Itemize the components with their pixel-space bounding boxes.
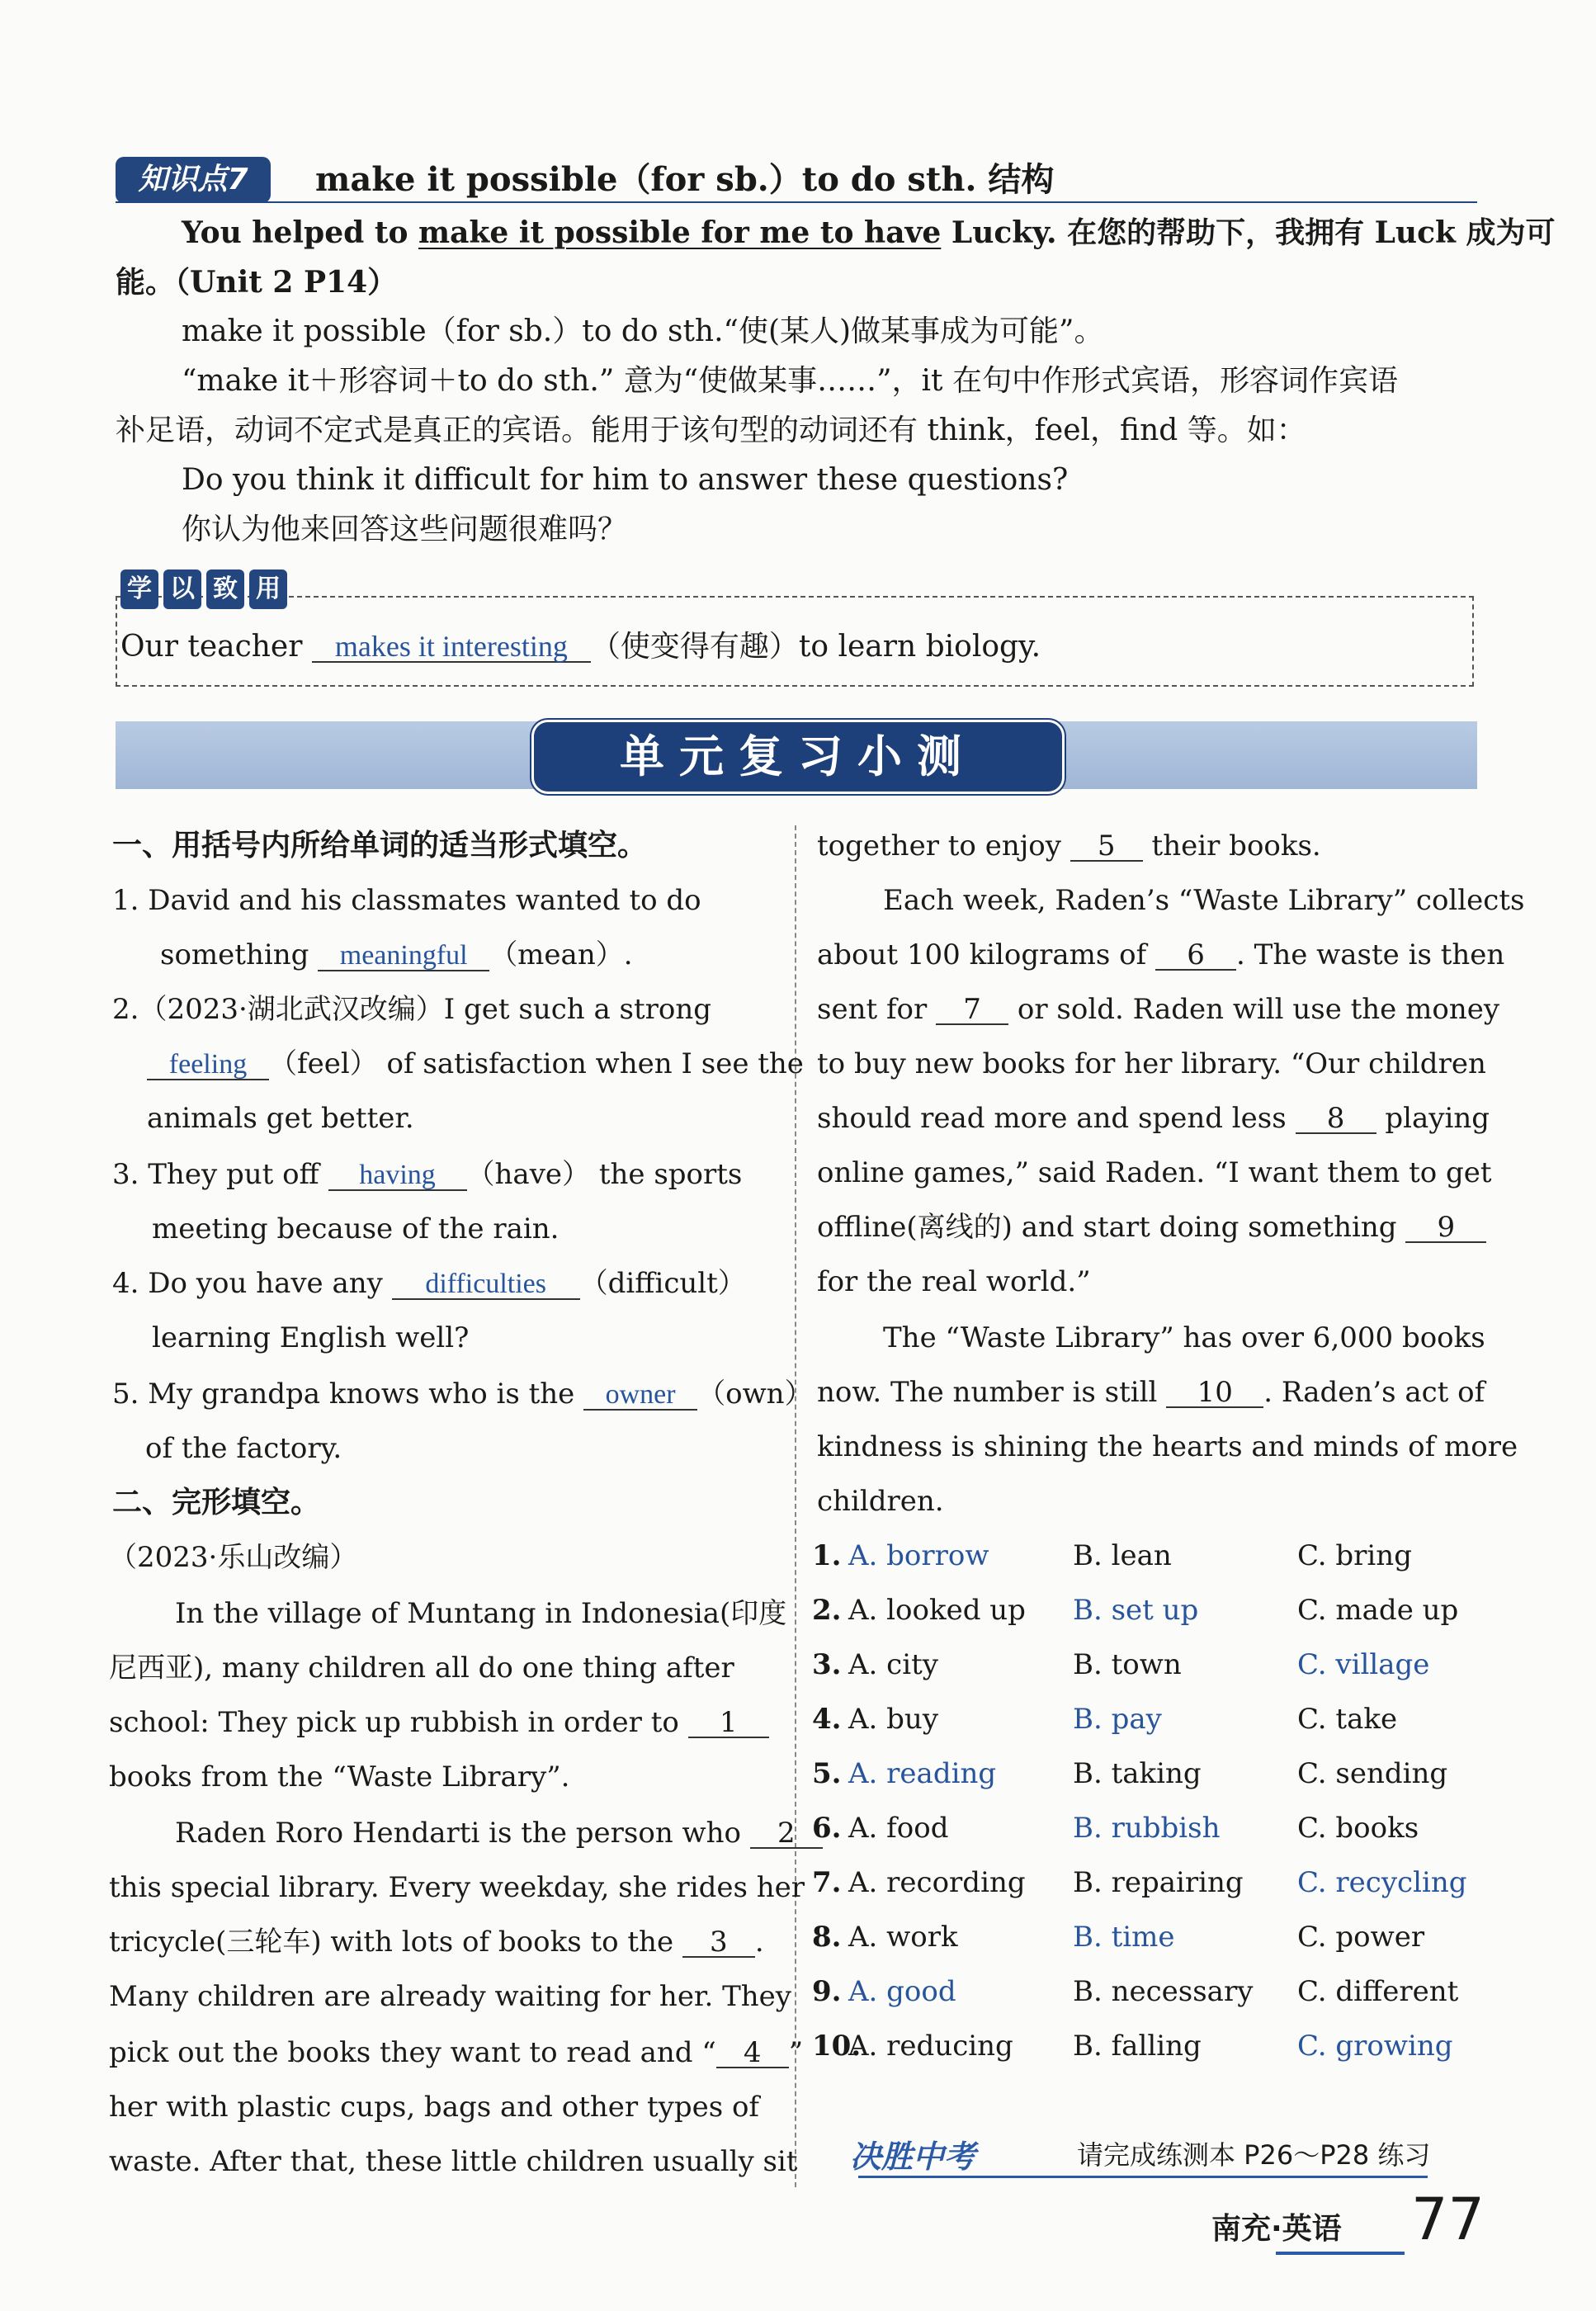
question-5-cont: of the factory. xyxy=(145,1432,342,1465)
option-b: B. falling xyxy=(1073,2030,1202,2063)
option-b: B. set up xyxy=(1073,1594,1199,1627)
page-number: 77 xyxy=(1411,2186,1485,2253)
badge-char: 以 xyxy=(163,569,201,609)
blank-4: 4 xyxy=(716,2039,789,2068)
example-chinese: 你认为他来回答这些问题很难吗？ xyxy=(182,513,628,546)
footer-logo: 决胜中考 xyxy=(850,2139,976,2175)
passage-line: books from the “Waste Library”. xyxy=(109,1760,570,1794)
footer-text: 请完成练测本 P26～P28 练习 xyxy=(1077,2139,1431,2171)
option-number: 9. xyxy=(812,1975,842,2008)
answer-4: difficulties xyxy=(392,1270,580,1300)
option-a: A. food xyxy=(848,1812,949,1845)
option-b: B. town xyxy=(1073,1648,1182,1681)
passage-line: In the village of Muntang in Indonesia(印度 xyxy=(175,1597,787,1630)
question-2-cont: feeling （feel） of satisfaction when I see the xyxy=(147,1043,804,1085)
section2-source: （2023·乐山改编） xyxy=(109,1541,358,1574)
footer-rule xyxy=(858,2176,1428,2178)
option-b: B. repairing xyxy=(1073,1866,1244,1899)
example-source: 能。（Unit 2 P14） xyxy=(116,265,398,300)
option-c: C. power xyxy=(1297,1921,1425,1954)
question-4-cont: learning English well? xyxy=(152,1321,470,1354)
explanation-line: “make it＋形容词＋to do sth.” 意为“使做某事……”，it 在句中作形式宾语，形容词作宾语 xyxy=(182,364,1398,398)
option-c: C. village xyxy=(1297,1648,1430,1681)
passage-line: children. xyxy=(817,1485,944,1518)
example-english: Do you think it difficult for him to answer these questions? xyxy=(182,463,1069,497)
question-1: 1. David and his classmates wanted to do xyxy=(112,884,701,917)
question-2: 2.（2023·湖北武汉改编）I get such a strong xyxy=(112,993,712,1026)
option-a: A. reading xyxy=(848,1757,997,1790)
question-1-cont: something meaningful （mean）. xyxy=(160,938,633,971)
option-b: B. pay xyxy=(1073,1703,1162,1736)
badge-char: 用 xyxy=(249,569,287,609)
option-b: B. necessary xyxy=(1073,1975,1254,2008)
passage-line: 尼西亚), many children all do one thing after xyxy=(109,1652,734,1685)
passage-line: tricycle(三轮车) with lots of books to the 3 . xyxy=(109,1926,764,1959)
passage-line: Each week, Raden’s “Waste Library” collects xyxy=(883,884,1525,917)
passage-line: Raden Roro Hendarti is the person who 2 xyxy=(175,1812,823,1854)
blank-7: 7 xyxy=(936,995,1008,1025)
blank-1: 1 xyxy=(688,1708,769,1738)
blank-9: 9 xyxy=(1405,1213,1486,1243)
passage-line: should read more and spend less 8 playing xyxy=(817,1102,1490,1135)
badge-char: 学 xyxy=(120,569,158,609)
option-a: A. reducing xyxy=(848,2030,1013,2063)
example-sentence: You helped to make it possible for me to have Lucky. 在您的帮助下，我拥有 Luck 成为可 xyxy=(182,215,1556,250)
blank-3: 3 xyxy=(682,1928,755,1958)
answer-2: feeling xyxy=(147,1051,269,1080)
column-divider xyxy=(795,825,798,2187)
option-c: C. take xyxy=(1297,1703,1398,1736)
option-number: 4. xyxy=(812,1703,842,1736)
passage-line: now. The number is still 10 . Raden’s act of xyxy=(817,1376,1485,1409)
passage-line: kindness is shining the hearts and minds of more xyxy=(817,1430,1518,1463)
explanation-line: 补足语，动词不定式是真正的宾语。能用于该句型的动词还有 think，feel，find 等。如： xyxy=(116,414,1306,447)
question-4: 4. Do you have any difficulties （difficult） xyxy=(112,1267,746,1300)
answer-5: owner xyxy=(583,1381,697,1411)
question-3-cont: meeting because of the rain. xyxy=(152,1212,560,1245)
option-b: B. taking xyxy=(1073,1757,1202,1790)
page-rule xyxy=(1276,2252,1405,2255)
passage-line: Many children are already waiting for her. They xyxy=(109,1980,791,2013)
blank-8: 8 xyxy=(1296,1104,1376,1134)
option-number: 3. xyxy=(812,1648,842,1681)
banner-title: 单元复习小测 xyxy=(531,720,1065,794)
practice-answer: makes it interesting xyxy=(312,631,591,663)
option-b: B. rubbish xyxy=(1073,1812,1221,1845)
option-a: A. good xyxy=(848,1975,956,2008)
divider xyxy=(116,201,1477,203)
page-label: 南充·英语 xyxy=(1211,2212,1342,2246)
option-c: C. made up xyxy=(1297,1594,1459,1627)
question-3: 3. They put off having （have） the sports xyxy=(112,1158,743,1191)
knowledge-point-title: make it possible（for sb.）to do sth. 结构 xyxy=(315,160,1055,199)
section1-title: 一、用括号内所给单词的适当形式填空。 xyxy=(112,829,648,862)
blank-6: 6 xyxy=(1155,941,1236,971)
passage-line: this special library. Every weekday, she rides her xyxy=(109,1871,805,1904)
option-number: 7. xyxy=(812,1866,842,1899)
question-2-cont: animals get better. xyxy=(147,1102,414,1135)
passage-line: sent for 7 or sold. Raden will use the money xyxy=(817,993,1500,1026)
badge-char: 致 xyxy=(206,569,244,609)
explanation-line: make it possible（for sb.）to do sth.“使(某人)做某事成为可能”。 xyxy=(182,314,1104,348)
answer-3: having xyxy=(328,1161,467,1191)
option-a: A. borrow xyxy=(848,1539,989,1572)
passage-line: to buy new books for her library. “Our children xyxy=(817,1047,1486,1080)
passage-line: offline(离线的) and start doing something 9 xyxy=(817,1207,1486,1248)
option-c: C. sending xyxy=(1297,1757,1448,1790)
option-c: C. books xyxy=(1297,1812,1419,1845)
option-number: 2. xyxy=(812,1594,842,1627)
option-a: A. city xyxy=(848,1648,938,1681)
passage-line: waste. After that, these little children usually sit xyxy=(109,2145,798,2178)
passage-line: online games,” said Raden. “I want them to get xyxy=(817,1156,1492,1189)
option-c: C. bring xyxy=(1297,1539,1412,1572)
option-number: 8. xyxy=(812,1921,842,1954)
passage-line: together to enjoy 5 their books. xyxy=(817,829,1321,862)
section2-title: 二、完形填空。 xyxy=(112,1486,321,1519)
option-number: 10. xyxy=(812,2030,862,2063)
option-number: 1. xyxy=(812,1539,842,1572)
option-c: C. growing xyxy=(1297,2030,1453,2063)
option-a: A. work xyxy=(848,1921,958,1954)
passage-line: her with plastic cups, bags and other types of xyxy=(109,2091,760,2124)
passage-line: for the real world.” xyxy=(817,1265,1091,1298)
passage-line: pick out the books they want to read and “ 4 ” xyxy=(109,2036,804,2069)
option-b: B. time xyxy=(1073,1921,1175,1954)
practice-sentence: Our teacher makes it interesting （使变得有趣）to learn biology. xyxy=(120,630,1041,664)
option-c: C. different xyxy=(1297,1975,1459,2008)
passage-line: The “Waste Library” has over 6,000 books xyxy=(883,1321,1485,1354)
blank-2: 2 xyxy=(750,1819,823,1849)
passage-line: about 100 kilograms of 6 . The waste is then xyxy=(817,938,1505,971)
blank-5: 5 xyxy=(1070,832,1143,862)
passage-line: school: They pick up rubbish in order to 1 xyxy=(109,1702,769,1743)
option-b: B. lean xyxy=(1073,1539,1172,1572)
option-number: 6. xyxy=(812,1812,842,1845)
option-a: A. recording xyxy=(848,1866,1026,1899)
blank-10: 10 xyxy=(1166,1378,1263,1408)
practice-badge xyxy=(120,569,287,611)
answer-1: meaningful xyxy=(318,942,489,971)
option-number: 5. xyxy=(812,1757,842,1790)
question-5: 5. My grandpa knows who is the owner （own） xyxy=(112,1378,813,1411)
option-a: A. looked up xyxy=(848,1594,1026,1627)
knowledge-point-badge: 知识点7 xyxy=(116,157,271,203)
option-c: C. recycling xyxy=(1297,1866,1467,1899)
option-a: A. buy xyxy=(848,1703,939,1736)
